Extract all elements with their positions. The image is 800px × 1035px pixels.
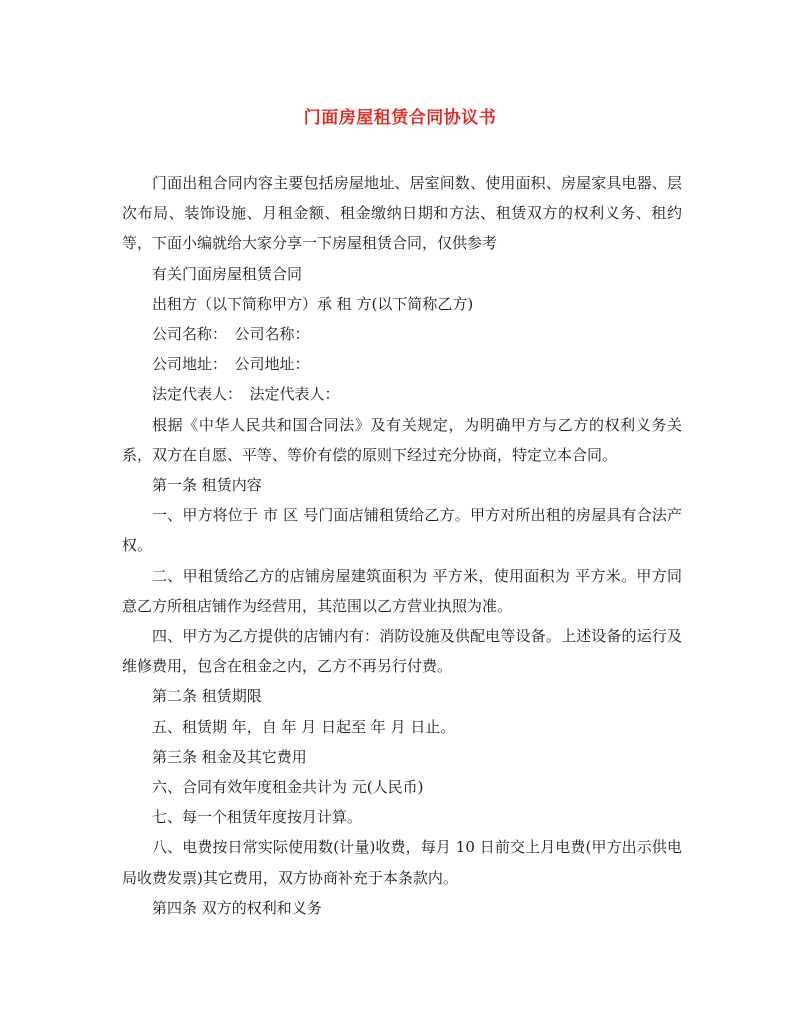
article-2-heading: 第二条 租赁期限 bbox=[152, 687, 262, 706]
legal-representative-line: 法定代表人： 法定代表人： bbox=[152, 385, 340, 404]
clause-8: 八、电费按日常实际使用数(计量)收费，每月 10 日前交上月电费(甲方出示供电局收费发票)其它费用，双方协商补充于本条款内。 bbox=[122, 838, 682, 887]
clause-5: 五、租赁期 年，自 年 月 日起至 年 月 日止。 bbox=[152, 717, 456, 736]
document-body bbox=[122, 168, 682, 923]
clause-6: 六、合同有效年度租金共计为 元(人民币) bbox=[152, 778, 424, 797]
document-title: 门面房屋租赁合同协议书 bbox=[303, 108, 497, 128]
clause-4: 四、甲方为乙方提供的店铺内有：消防设施及供配电等设备。上述设备的运行及维修费用，包含在租金之内，乙方不再另行付费。 bbox=[122, 627, 682, 676]
parties-line: 出租方（以下简称甲方）承 租 方(以下简称乙方) bbox=[152, 294, 474, 313]
article-3-heading: 第三条 租金及其它费用 bbox=[152, 747, 307, 766]
company-address-line: 公司地址： 公司地址： bbox=[152, 355, 310, 374]
clause-1: 一、甲方将位于 市 区 号门面店铺租赁给乙方。甲方对所出租的房屋具有合法产权。 bbox=[122, 506, 682, 555]
company-name-line: 公司名称： 公司名称： bbox=[152, 325, 310, 344]
article-4-heading: 第四条 双方的权利和义务 bbox=[152, 898, 322, 917]
preamble-paragraph: 根据《中华人民共和国合同法》及有关规定，为明确甲方与乙方的权利义务关系，双方在自愿、平等、等价有偿的原则下经过充分协商，特定立本合同。 bbox=[122, 415, 682, 464]
article-1-heading: 第一条 租赁内容 bbox=[152, 476, 262, 495]
clause-7: 七、每一个租赁年度按月计算。 bbox=[152, 808, 363, 827]
intro-paragraph: 门面出租合同内容主要包括房屋地址、居室间数、使用面积、房屋家具电器、层次布局、装饰设施、月租金额、租金缴纳日期和方法、租赁双方的权利义务、租约等，下面小编就给大家分享一下房屋租赁合同，仅供参考 bbox=[122, 174, 682, 253]
contract-heading: 有关门面房屋租赁合同 bbox=[152, 264, 303, 283]
clause-2: 二、甲租赁给乙方的店铺房屋建筑面积为 平方米，使用面积为 平方米。甲方同意乙方所租店铺作为经营用，其范围以乙方营业执照为准。 bbox=[122, 566, 682, 615]
